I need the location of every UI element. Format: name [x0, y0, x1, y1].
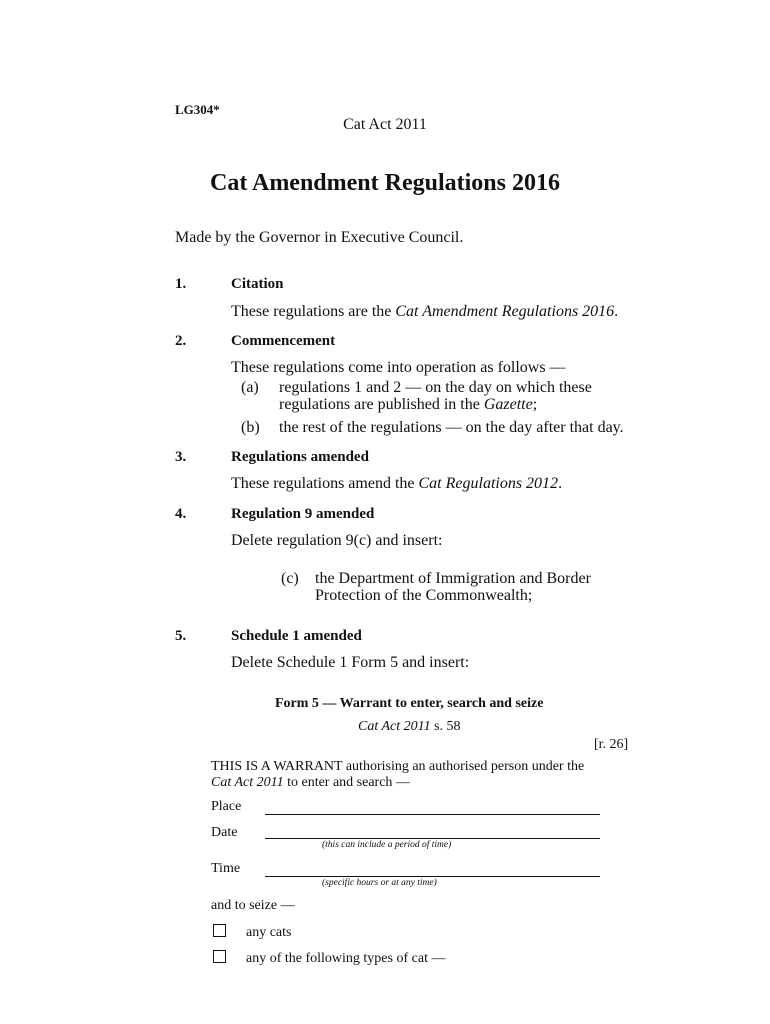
document-code: LG304* [175, 102, 220, 117]
date-input-line[interactable] [265, 838, 600, 839]
time-label: Time [211, 861, 241, 876]
cat-types-label: any of the following types of cat — [246, 951, 446, 966]
section-2-item-a-line-2: regulations are published in the Gazette; [279, 396, 538, 413]
form-title: Form 5 — Warrant to enter, search and seize [275, 696, 544, 711]
section-4-number: 4. [175, 506, 187, 522]
section-2-item-b-label: (b) [241, 419, 260, 436]
section-2-number: 2. [175, 333, 187, 349]
section-2-intro: These regulations come into operation as follows — [231, 359, 566, 376]
section-5-number: 5. [175, 628, 187, 644]
section-1-number: 1. [175, 276, 187, 292]
warrant-text-line-1: THIS IS A WARRANT authorising an authorised person under the [211, 759, 585, 774]
section-5-heading: Schedule 1 amended [231, 628, 362, 644]
place-label: Place [211, 799, 242, 814]
date-label: Date [211, 825, 238, 840]
section-4-heading: Regulation 9 amended [231, 506, 375, 522]
warrant-text-line-2: Cat Act 2011 to enter and search — [211, 775, 410, 790]
time-hint: (specific hours or at any time) [322, 878, 437, 888]
any-cats-checkbox[interactable] [213, 924, 226, 937]
section-3-number: 3. [175, 449, 187, 465]
section-3-text: These regulations amend the Cat Regulations 2012. [231, 475, 563, 492]
inserted-paragraph-line-1: the Department of Immigration and Border [315, 570, 591, 587]
enactment-clause: Made by the Governor in Executive Council. [175, 229, 464, 246]
any-cats-label: any cats [246, 925, 292, 940]
rule-reference: [r. 26] [594, 737, 629, 752]
section-1-text: These regulations are the Cat Amendment Regulations 2016. [231, 303, 619, 320]
section-5-text: Delete Schedule 1 Form 5 and insert: [231, 654, 470, 671]
section-2-item-a-label: (a) [241, 379, 259, 396]
time-input-line[interactable] [265, 876, 600, 877]
section-2-item-b-line-1: the rest of the regulations — on the day after that day. [279, 419, 624, 436]
act-name: Cat Act 2011 [343, 116, 427, 133]
section-2-heading: Commencement [231, 333, 336, 349]
section-3-heading: Regulations amended [231, 449, 369, 465]
date-hint: (this can include a period of time) [322, 840, 452, 850]
section-1-heading: Citation [231, 276, 284, 292]
cat-types-checkbox[interactable] [213, 950, 226, 963]
page-title: Cat Amendment Regulations 2016 [209, 170, 560, 196]
section-4-text: Delete regulation 9(c) and insert: [231, 532, 443, 549]
form-act-reference: Cat Act 2011 s. 58 [358, 719, 461, 734]
section-2-item-a-line-1: regulations 1 and 2 — on the day on which these [279, 379, 592, 396]
inserted-paragraph-label: (c) [281, 570, 299, 587]
place-input-line[interactable] [265, 814, 600, 815]
inserted-paragraph-line-2: Protection of the Commonwealth; [315, 587, 533, 604]
seize-intro: and to seize — [211, 898, 295, 913]
